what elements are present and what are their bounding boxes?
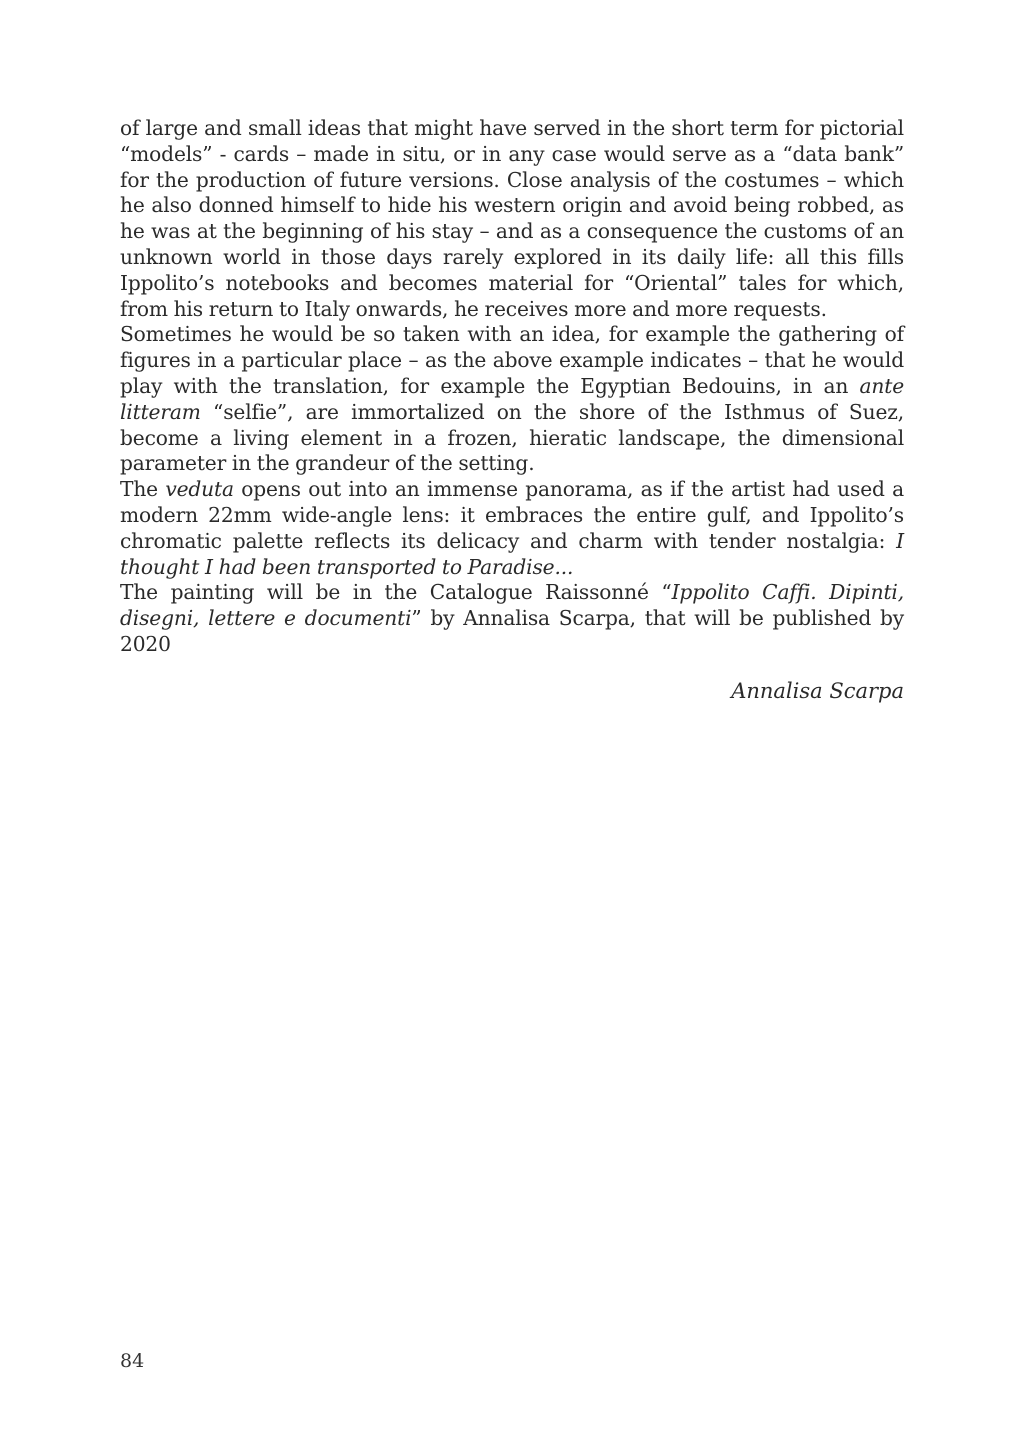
page-number: 84 <box>120 1350 145 1372</box>
text-body <box>120 116 904 704</box>
paragraph-3-text-2: opens out into an immense panorama, as if the artist had used a modern 22mm wide-angle lens: it embraces the entire gulf, and Ippolito’s chromatic palette reflects its delicacy and charm with tender nostalgia: <box>120 477 905 553</box>
paragraph-2-text-2: “selfie”, are immortalized on the shore of the Isthmus of Suez, become a living element in a frozen, hieratic landscape, the dimensional parameter in the grandeur of the setting. <box>120 399 904 476</box>
paragraph-4 <box>120 580 904 657</box>
author-signature: Annalisa Scarpa <box>731 678 904 703</box>
paragraph-2-italic-1: ante litteram <box>120 373 904 424</box>
paragraph-4-text-1: The painting will be in the Catalogue Raissonné “ <box>120 580 672 605</box>
paragraph-4-italic-1: Ippolito Caffi. Dipinti, disegni, lettere e documenti <box>120 580 904 631</box>
paragraph-1: of large and small ideas that might have served in the short term for pictorial “models” - cards – made in situ, or in any case would serve as a “data bank” for the production of future versions. Close analysis of the costumes – which he also donned himself to hide his western origin and avoid being robbed, as he was at the beginning of his stay – and as a consequence the customs of an unknown world in those days rarely explored in its daily life: all this fills Ippolito’s notebooks and becomes material for “Oriental” tales for which, from his return to Italy onwards, he receives more and more requests. <box>120 116 904 321</box>
paragraph-3-text-1: The <box>120 477 166 502</box>
paragraph-4-text-2: ” by Annalisa Scarpa, that will be published by 2020 <box>120 606 904 656</box>
paragraph-2-text-1: Sometimes he would be so taken with an idea, for example the gathering of figures in a particular place – as the above example indicates – that he would play with the translation, for example the Egyptian Bedouins, in an <box>120 322 904 398</box>
paragraph-2 <box>120 322 904 477</box>
paragraph-3-italic-1: veduta <box>165 477 234 502</box>
paragraph-3-italic-2: I thought I had been transported to Paradise... <box>120 528 904 579</box>
paragraph-3 <box>120 477 904 580</box>
